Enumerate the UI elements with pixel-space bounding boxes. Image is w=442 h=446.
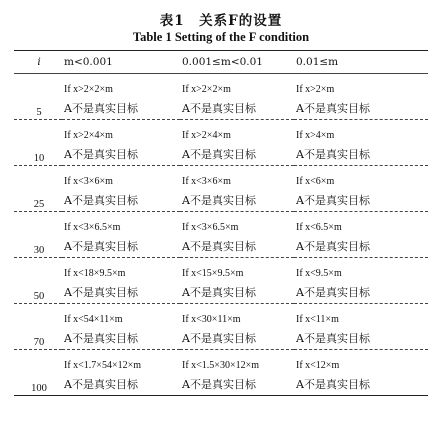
table-row-result [14, 142, 428, 166]
result-cell: A不是真实目标 [62, 280, 180, 304]
condition-cell: If x<18×9.5×m [64, 268, 126, 279]
header-m-0001-to-001: 0.001≤m<0.01 [180, 51, 294, 74]
table-row-result [14, 326, 428, 350]
condition-cell: If x<1.5×30×12×m [182, 360, 259, 371]
result-cell: A不是真实目标 [62, 372, 180, 396]
result-cell: A不是真实目标 [62, 188, 180, 212]
result-cell: A不是真实目标 [294, 234, 428, 258]
result-cell: A不是真实目标 [180, 234, 294, 258]
table-row-condition [14, 350, 428, 373]
table-row-condition [14, 212, 428, 235]
header-m-lt-0001: m<0.001 [62, 51, 180, 74]
result-cell: A不是真实目标 [180, 372, 294, 396]
table-row-result [14, 372, 428, 396]
result-cell: A不是真实目标 [294, 142, 428, 166]
i-value-cell: 25 [14, 166, 62, 212]
result-cell: A不是真实目标 [180, 326, 294, 350]
condition-cell: If x<6.5×m [296, 222, 342, 233]
f-condition-table [14, 50, 428, 396]
condition-cell: If x<9.5×m [296, 268, 342, 279]
result-cell: A不是真实目标 [180, 188, 294, 212]
condition-cell: If x<12×m [296, 360, 340, 371]
result-cell: A不是真实目标 [62, 96, 180, 120]
table-row-condition [14, 258, 428, 281]
condition-cell: If x>2×m [296, 84, 335, 95]
table-caption-chinese: 表1 关系F的设置 [159, 13, 283, 29]
condition-cell: If x>2×4×m [182, 130, 231, 141]
header-row [14, 51, 428, 74]
condition-cell: If x<3×6×m [182, 176, 231, 187]
table-row-condition [14, 120, 428, 143]
result-cell: A不是真实目标 [180, 280, 294, 304]
condition-cell: If x>2×2×m [64, 84, 113, 95]
result-cell: A不是真实目标 [294, 326, 428, 350]
result-cell: A不是真实目标 [294, 280, 428, 304]
result-cell: A不是真实目标 [62, 234, 180, 258]
i-value-cell: 50 [14, 258, 62, 304]
result-cell: A不是真实目标 [294, 188, 428, 212]
table-row-result [14, 280, 428, 304]
header-m-ge-001: 0.01≤m [294, 51, 428, 74]
condition-cell: If x<3×6.5×m [182, 222, 239, 233]
condition-cell: If x>2×2×m [182, 84, 231, 95]
condition-cell: If x<11×m [296, 314, 339, 325]
condition-cell: If x>2×4×m [64, 130, 113, 141]
table-row-condition [14, 74, 428, 97]
condition-cell: If x<3×6×m [64, 176, 113, 187]
result-cell: A不是真实目标 [294, 96, 428, 120]
condition-cell: If x<15×9.5×m [182, 268, 244, 279]
i-value-cell: 30 [14, 212, 62, 258]
table-caption-english: Table 1 Setting of the F condition [132, 30, 310, 44]
table-row-result [14, 234, 428, 258]
condition-cell: If x>4×m [296, 130, 335, 141]
table-header [14, 51, 428, 74]
result-cell: A不是真实目标 [180, 142, 294, 166]
result-cell: A不是真实目标 [62, 142, 180, 166]
i-value-cell: 70 [14, 304, 62, 350]
condition-cell: If x<30×11×m [182, 314, 241, 325]
condition-cell: If x<1.7×54×12×m [64, 360, 141, 371]
table-body [14, 74, 428, 396]
condition-cell: If x<6×m [296, 176, 335, 187]
i-value-cell: 100 [14, 350, 62, 396]
table-row-result [14, 96, 428, 120]
i-value-cell: 10 [14, 120, 62, 166]
condition-cell: If x<3×6.5×m [64, 222, 121, 233]
result-cell: A不是真实目标 [294, 372, 428, 396]
table-row-result [14, 188, 428, 212]
result-cell: A不是真实目标 [62, 326, 180, 350]
table-row-condition [14, 166, 428, 189]
result-cell: A不是真实目标 [180, 96, 294, 120]
header-i: i [14, 51, 62, 74]
table-row-condition [14, 304, 428, 327]
condition-cell: If x<54×11×m [64, 314, 123, 325]
i-value-cell: 5 [14, 74, 62, 120]
